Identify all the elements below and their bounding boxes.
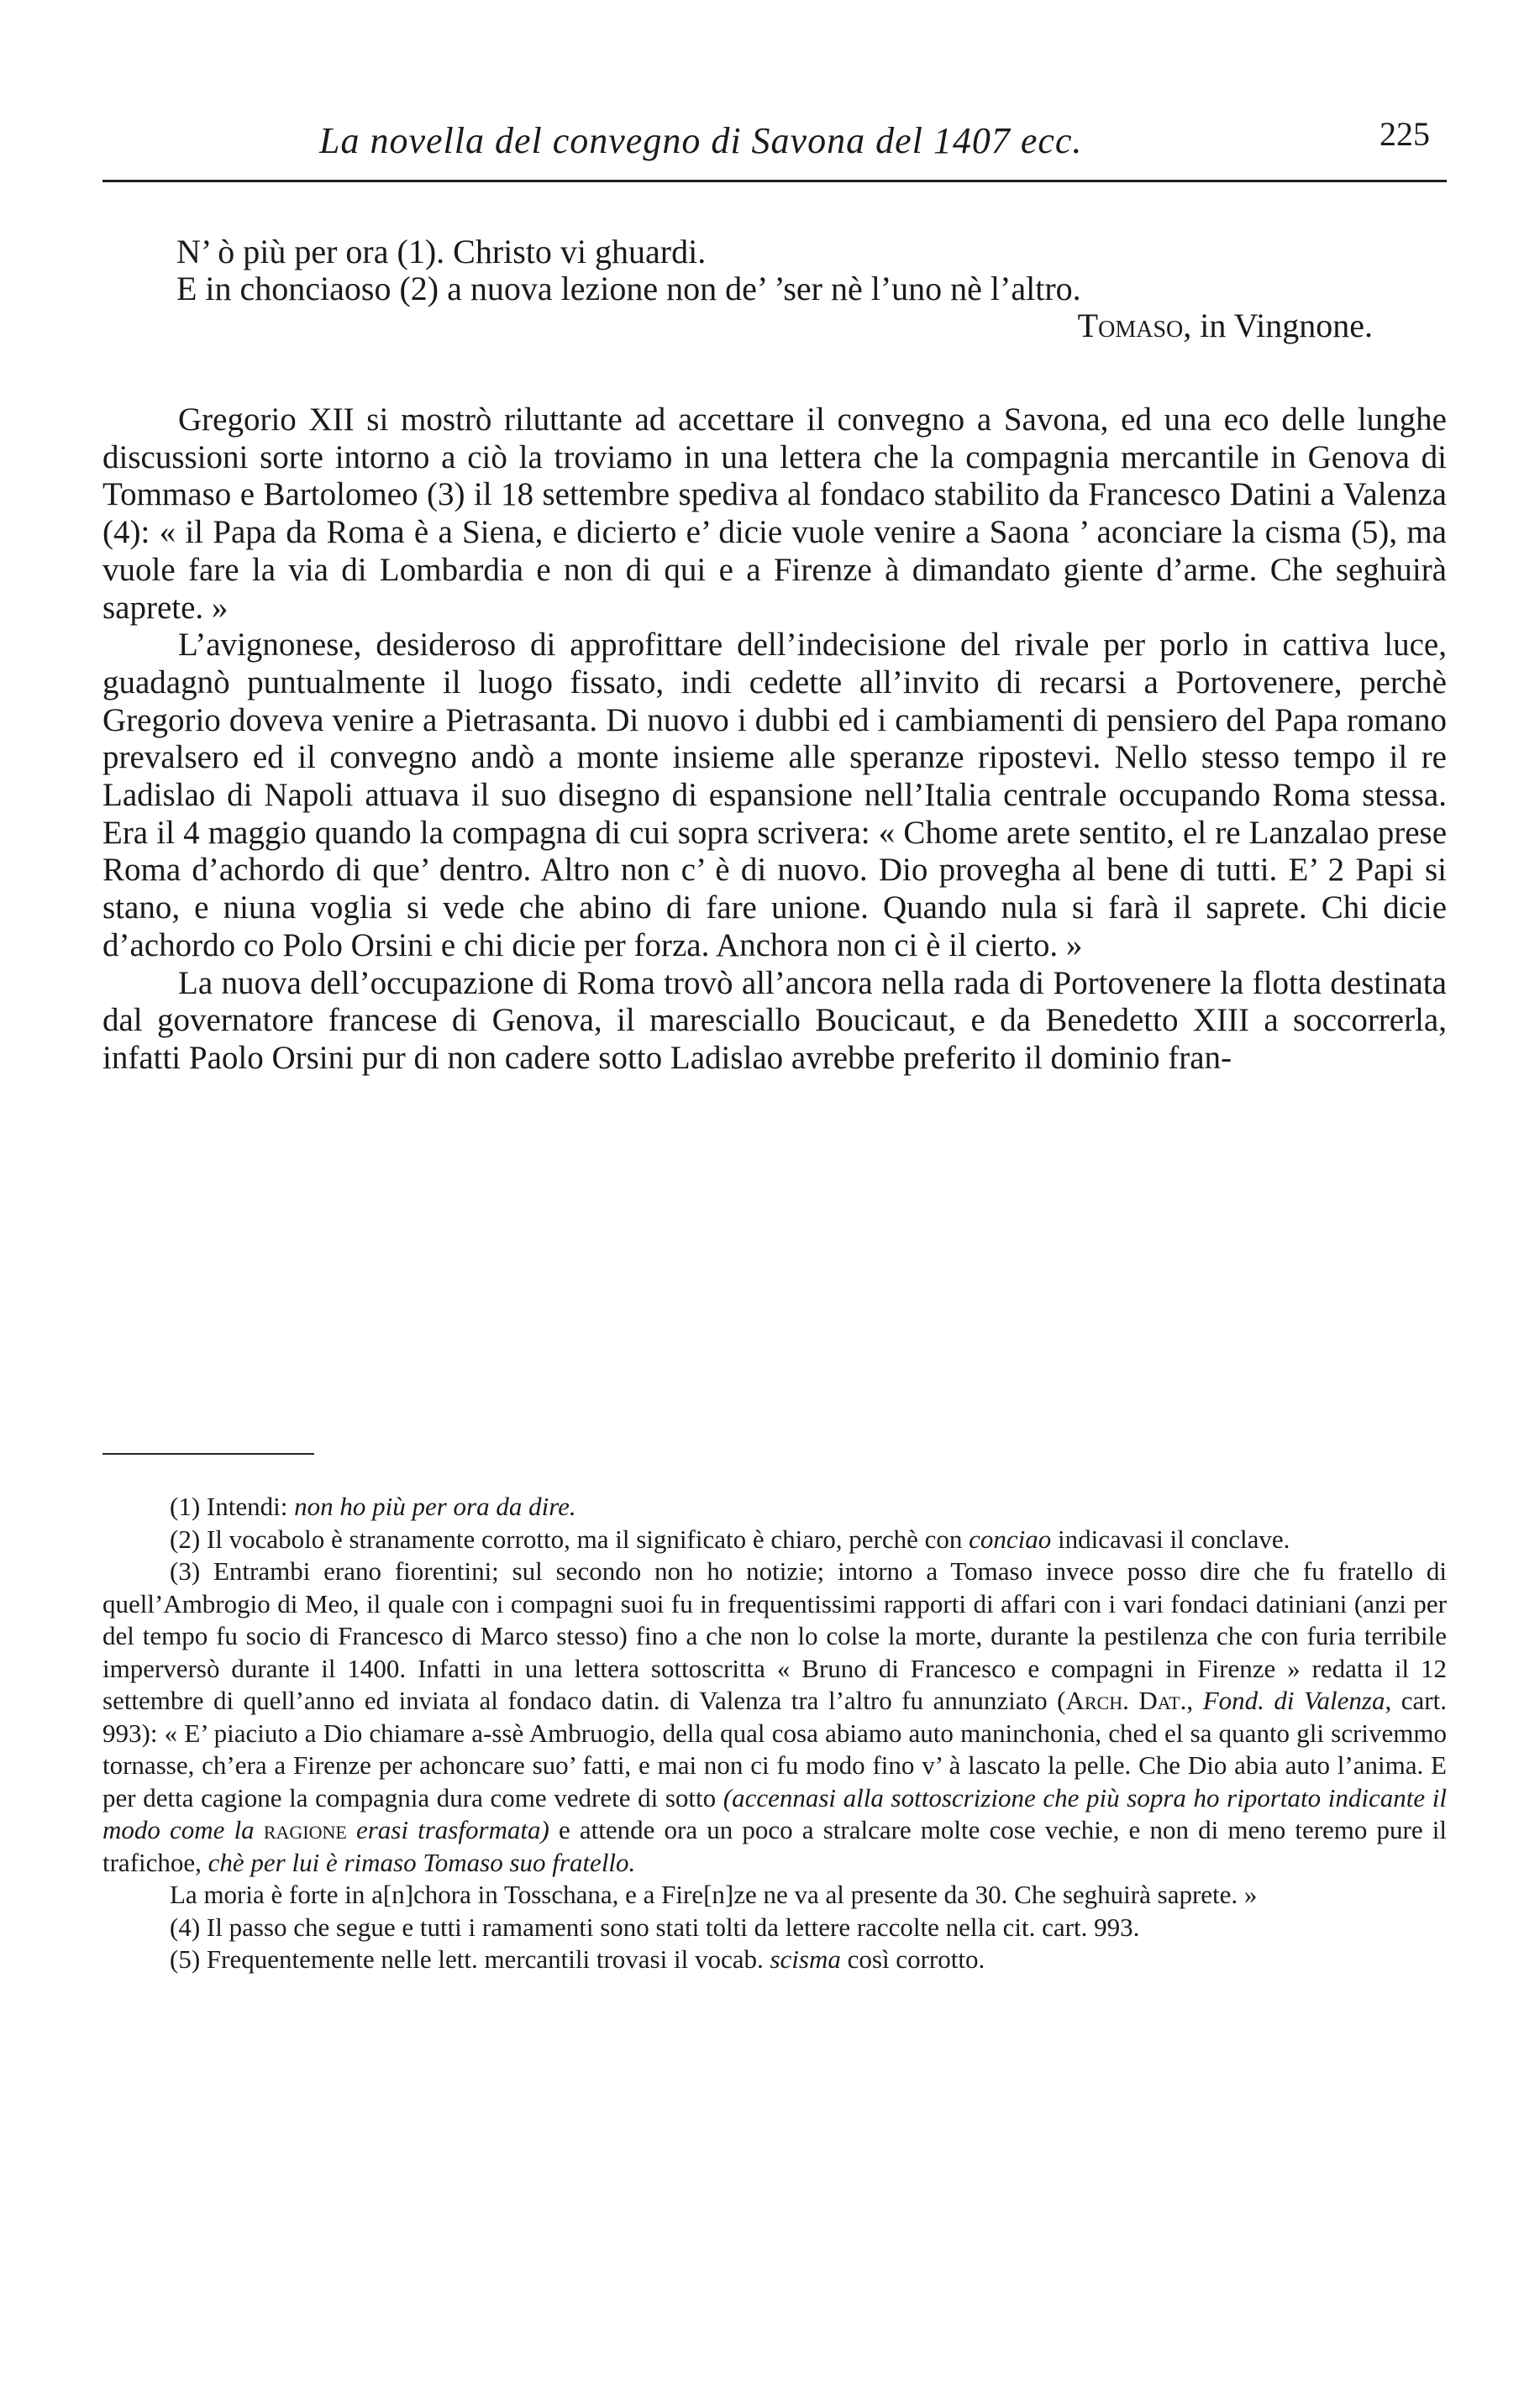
footnote-3-italic-ref: Fond. di Valenza [1202,1686,1385,1715]
letter-closing [176,233,1453,344]
signature-place: , in Vingnone. [1183,307,1373,344]
letter-line-1: N’ ò più per ora (1). Christo vi ghuardi. [176,233,707,270]
footnote-2 [102,1524,1447,1556]
footnote-5-text-a: Frequentemente nelle lett. mercantili trovasi il vocab. [206,1944,764,1974]
footnote-4 [102,1912,1447,1944]
footnote-3-number: (3) [170,1556,201,1586]
footnote-2-text-b: indicavasi il conclave. [1058,1524,1290,1554]
footnote-3-text-c: e attende ora un poco a stralcare molte cose vechie, e non di meno teremo pure il trafichoe, [102,1815,1448,1877]
footnote-3-italic-note-b: erasi trasformata) [355,1815,549,1844]
footnote-4-text: Il passo che segue e tutti i ramamenti sono stati tolti da lettere raccolte nella cit. cart. 993. [206,1912,1140,1942]
footnote-3-italic-note-a: (accennasi alla sottoscrizione che più sopra ho riportato indicante il modo come la [102,1782,1447,1844]
footnote-3-text-a: Entrambi erano fiorentini; sul secondo non ho notizie; intorno a Tomaso invece posso dire che fu fratello di quell’Ambrogio di Meo, il quale con i compagni suoi fu in frequentissimi rapporti di affari con i vari fondaci datiniani (anzi per del tempo fu socio di Francesco di Marco stesso) fino a che non lo colse la morte, durante la pestilenza che con furia terribile imperversò durante il 1400. Infatti in una lettera sottoscritta « Bruno di Francesco e compagni in Firenze » redatta il 12 settembre di quell’anno ed inviata al fondaco datin. di Valenza tra l’altro fu annunziato ( [102,1556,1447,1715]
footnote-5 [102,1944,1447,1976]
body-text [102,401,1447,1078]
footnote-3-archive: Arch. Dat. [1065,1686,1187,1715]
footnote-3-separator: , [1186,1686,1203,1715]
letter-line-2: E in chonciaoso (2) a nuova lezione non de’ ’ser nè l’uno nè l’altro. [176,270,1081,307]
footnotes [102,1491,1447,1976]
footnote-3-italic-end: chè per lui è rimaso Tomaso suo fratello. [208,1847,636,1877]
footnote-2-italic: conciao [969,1524,1052,1554]
footnote-3 [102,1555,1447,1879]
footnote-3-text-b: , cart. 993): « E’ piaciuto a Dio chiamare a-ssè Ambruogio, della qual cosa abiamo auto maninchonia, ched el sa quanto gli scrivemmo tornasse, ch’era a Firenze per achoncare suo’ fatti, e mai non ci fu modo fino v’ à lascato la pelle. Che Dio abia auto l’anima. E per detta cagione la compagnia dura come vedrete di sotto [102,1686,1447,1813]
letter-signature [176,307,1453,344]
footnote-5-italic: scisma [770,1944,841,1974]
footnote-1-italic: non ho più per ora da dire. [294,1492,576,1521]
footnote-3-paragraph-2: La moria è forte in a[n]chora in Tosschana, e a Fire[n]ze ne va al presente da 30. Che seghuirà saprete. » [170,1880,1258,1909]
footnote-5-text-b: così corrotto. [847,1944,985,1974]
footnote-4-number: (4) [170,1912,201,1942]
body-paragraph-3: La nuova dell’occupazione di Roma trovò all’ancora nella rada di Portovenere la flotta destinata dal governatore francese di Genova, il maresciallo Boucicaut, e da Benedetto XIII a soccorrerla, infatti Paolo Orsini pur di non cadere sotto Ladislao avrebbe preferito il dominio fran- [102,964,1447,1076]
page-number: 225 [1379,115,1430,153]
footnote-2-number: (2) [170,1524,201,1554]
footnote-1 [102,1491,1447,1524]
footnote-2-text-a: Il vocabolo è stranamente corrotto, ma il significato è chiaro, perchè con [206,1524,963,1554]
header-rule [102,180,1447,182]
signature-name: Tomaso [1077,307,1184,344]
footnote-rule [102,1453,314,1455]
running-title: La novella del convegno di Savona del 1407 ecc. [319,120,1083,161]
footnote-5-number: (5) [170,1944,201,1974]
body-paragraph-1: Gregorio XII si mostrò riluttante ad accettare il convegno a Savona, ed una eco delle lunghe discussioni sorte intorno a ciò la troviamo in una lettera che la compagnia mercantile in Genova di Tommaso e Bartolomeo (3) il 18 settembre spediva al fondaco stabilito da Francesco Datini a Valenza (4): « il Papa da Roma è a Siena, e dicierto e’ dicie vuole venire a Saona ’ aconciare la cisma (5), ma vuole fare la via di Lombardia e non di qui e a Firenze à dimandato giente d’arme. Che seghuirà saprete. » [102,401,1447,626]
footnote-3-ragione: ragione [263,1815,347,1844]
running-head [102,111,1447,170]
footnote-1-number: (1) [170,1492,201,1521]
footnote-1-text: Intendi: [206,1492,288,1521]
body-paragraph-2: L’avignonese, desideroso di approfittare dell’indecisione del rivale per porlo in cattiva luce, guadagnò puntualmente il luogo fissato, indi cedette all’invito di recarsi a Portovenere, perchè Gregorio doveva venire a Pietrasanta. Di nuovo i dubbi ed i cambiamenti di pensiero del Papa romano prevalsero ed il convegno andò a monte insieme alle speranze ripostevi. Nello stesso tempo il re Ladislao di Napoli attuava il suo disegno di espansione nell’Italia centrale occupando Roma stessa. Era il 4 maggio quando la compagna di cui sopra scrivera: « Chome arete sentito, el re Lanzalao prese Roma d’achordo di que’ dentro. Altro non c’ è di nuovo. Dio provegha al bene di tutti. E’ 2 Papi si stano, e niuna voglia si vede che abino di fare unione. Quando nula si farà il saprete. Chi dicie d’achordo co Polo Orsini e chi dicie per forza. Anchora non ci è il cierto. » [102,627,1447,963]
